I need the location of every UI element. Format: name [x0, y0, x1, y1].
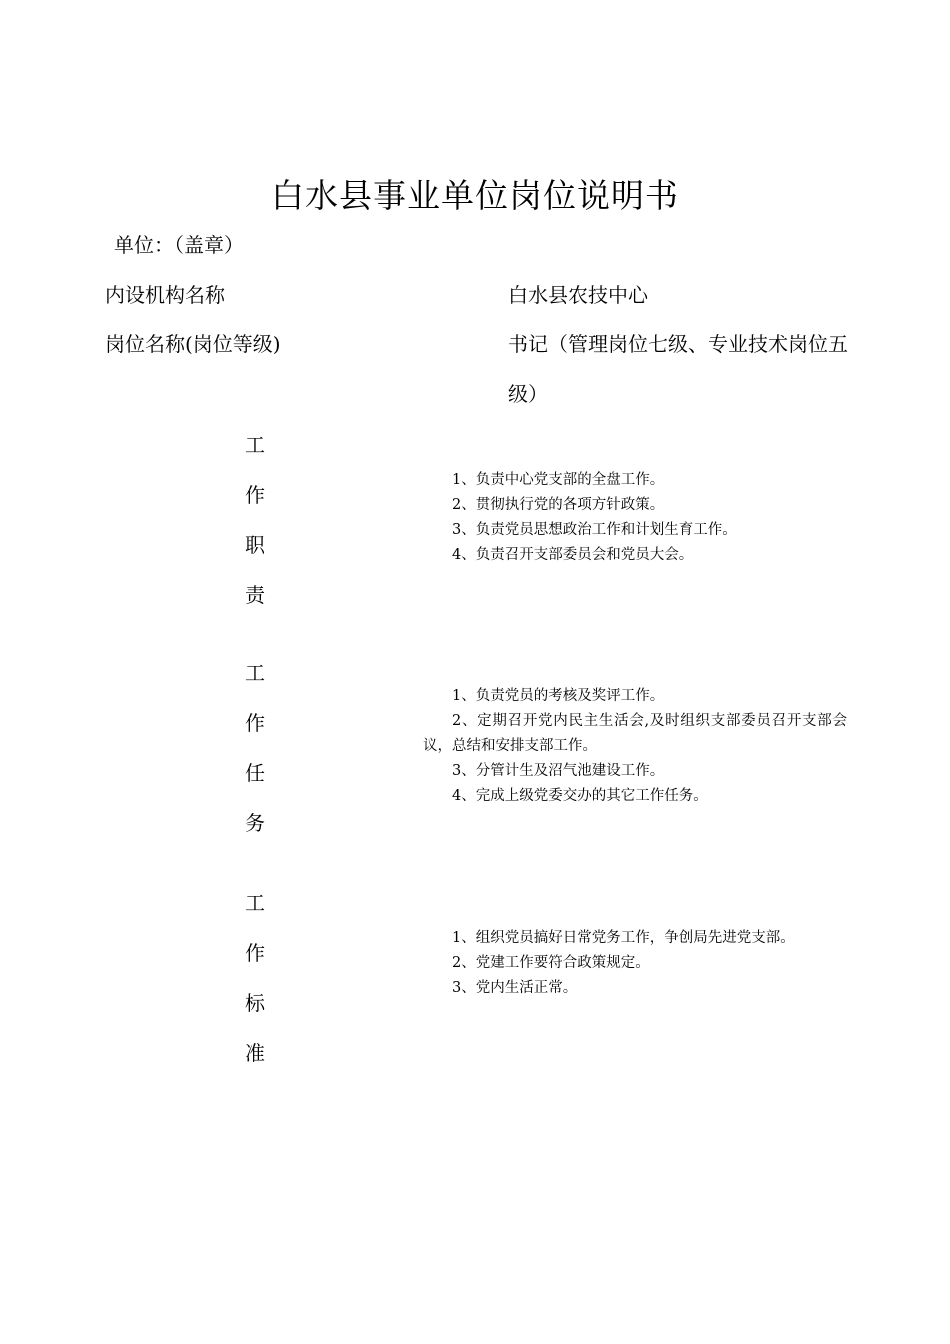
section-label-standards	[240, 878, 270, 1078]
list-item: 4、负责召开支部委员会和党员大会。	[452, 547, 694, 563]
section-label-char: 工	[245, 891, 265, 915]
list-item: 2、贯彻执行党的各项方针政策。	[452, 497, 665, 513]
section-label-char: 作	[245, 711, 265, 735]
list-item: 3、负责党员思想政治工作和计划生育工作。	[452, 522, 737, 538]
section-label-char: 准	[245, 1041, 265, 1065]
section-label-char: 责	[245, 583, 265, 607]
list-item: 2、定期召开党内民主生活会,及时组织支部委员召开支部会议，总结和安排支部工作。	[423, 713, 847, 754]
section-list-standards	[423, 926, 847, 1001]
field-label-position: 岗位名称(岗位等级)	[105, 332, 281, 356]
section-label-char: 作	[245, 941, 265, 965]
field-label-department: 内设机构名称	[105, 283, 225, 307]
section-label-char: 任	[245, 761, 265, 785]
field-value-department: 白水县农技中心	[508, 283, 648, 307]
section-list-tasks	[423, 684, 847, 809]
section-label-char: 职	[245, 533, 265, 557]
section-label-tasks	[240, 648, 270, 848]
unit-seal-line: 单位：（盖章）	[114, 233, 244, 257]
section-label-char: 工	[245, 433, 265, 457]
section-label-char: 标	[245, 991, 265, 1015]
list-item: 1、负责中心党支部的全盘工作。	[452, 472, 665, 488]
list-item: 3、分管计生及沼气池建设工作。	[452, 763, 665, 779]
list-item: 1、组织党员搞好日常党务工作，争创局先进党支部。	[452, 930, 795, 946]
list-item: 3、党内生活正常。	[452, 980, 578, 996]
section-label-char: 作	[245, 483, 265, 507]
field-value-position: 书记（管理岗位七级、专业技术岗位五级）	[508, 332, 848, 406]
list-item: 2、党建工作要符合政策规定。	[452, 955, 650, 971]
list-item: 1、负责党员的考核及奖评工作。	[452, 688, 665, 704]
document-title: 白水县事业单位岗位说明书	[271, 176, 679, 215]
section-label-duties	[240, 420, 270, 620]
section-label-char: 务	[245, 811, 265, 835]
list-item: 4、完成上级党委交办的其它工作任务。	[452, 788, 708, 804]
section-list-duties	[423, 468, 847, 568]
section-label-char: 工	[245, 661, 265, 685]
